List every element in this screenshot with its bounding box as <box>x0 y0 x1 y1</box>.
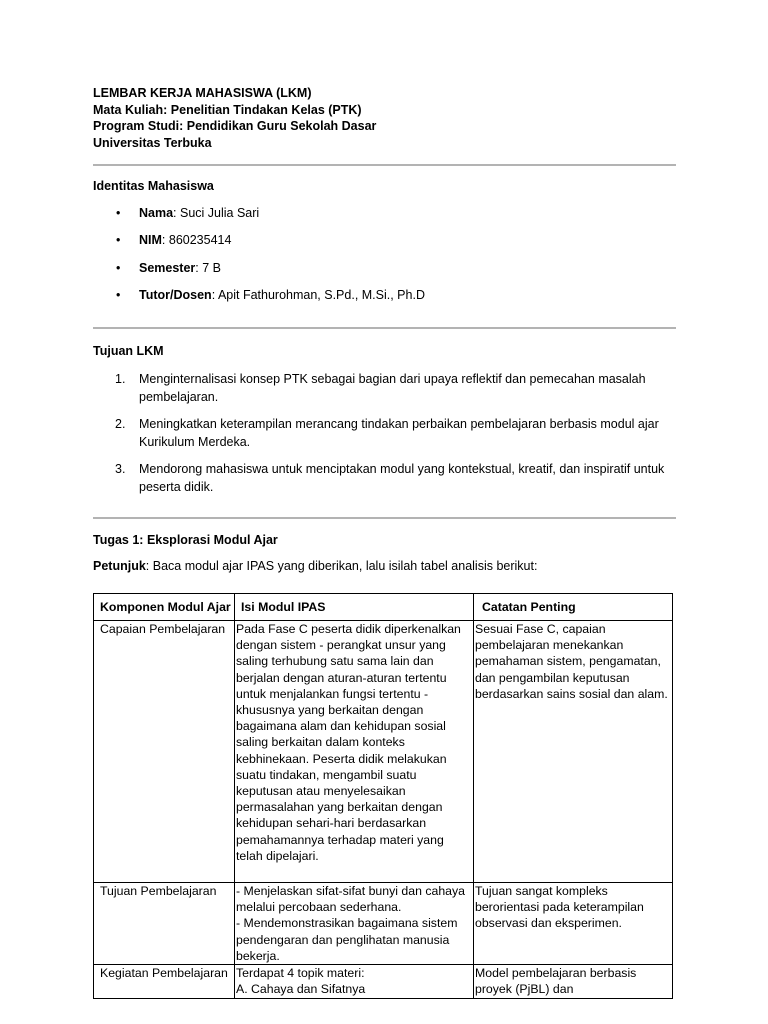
list-number: 3. <box>115 462 126 476</box>
petunjuk-label: Petunjuk <box>93 559 146 573</box>
bullet-icon: • <box>116 261 121 275</box>
divider <box>93 327 676 329</box>
table-cell-komponen: Capaian Pembelajaran <box>94 621 235 883</box>
table-cell-isi: Pada Fase C peserta didik diperkenalkan dengan sistem - perangkat unsur yang saling terhubung satu sama lain dan berjalan dengan aturan-aturan tertentu untuk menjalankan fungsi tertentu - khususnya yang berkaitan dengan bagaimana alam dan kehidupan sosial saling berkaitan dalam konteks kebhinekaan. Peserta didik melakukan suatu tindakan, mengambil suatu keputusan atau menyelesaikan permasalahan yang berkaitan dengan kehidupan sehari-hari berdasarkan pemahamannya terhadap materi yang telah dipelajari. <box>235 621 474 883</box>
identitas-label: Semester <box>139 261 196 275</box>
bullet-icon: • <box>116 233 121 247</box>
identitas-value: : 7 B <box>195 261 222 275</box>
table-cell-catatan: Sesuai Fase C, capaian pembelajaran menekankan pemahaman sistem, pengamatan, dan pengambilan keputusan berdasarkan sains sosial dan alam. <box>474 621 673 883</box>
header-program: Program Studi: Pendidikan Guru Sekolah Dasar <box>93 119 377 133</box>
identitas-value: : Suci Julia Sari <box>173 206 260 220</box>
identitas-heading: Identitas Mahasiswa <box>93 179 214 193</box>
table-cell-komponen: Tujuan Pembelajaran <box>94 883 235 965</box>
table-header-row <box>94 594 673 621</box>
document-header <box>93 85 376 151</box>
bullet-icon: • <box>116 206 121 220</box>
header-university: Universitas Terbuka <box>93 135 212 150</box>
divider <box>93 164 676 166</box>
table-cell-komponen: Kegiatan Pembelajaran <box>94 965 235 999</box>
table-row <box>94 965 673 999</box>
table-header-isi: Isi Modul IPAS <box>235 594 474 621</box>
identitas-value: : Apit Fathurohman, S.Pd., M.Si., Ph.D <box>211 288 425 302</box>
header-course: Mata Kuliah: Penelitian Tindakan Kelas (PTK) <box>93 102 362 117</box>
table-row <box>94 883 673 965</box>
identitas-label: NIM <box>139 233 162 247</box>
analysis-table <box>93 593 673 999</box>
identitas-label: Tutor/Dosen <box>139 288 212 302</box>
identitas-label: Nama <box>139 206 174 220</box>
list-number: 1. <box>115 372 126 386</box>
table-header-komponen: Komponen Modul Ajar <box>94 594 235 621</box>
table-row <box>94 621 673 883</box>
petunjuk-text: : Baca modul ajar IPAS yang diberikan, lalu isilah tabel analisis berikut: <box>145 559 538 573</box>
divider <box>93 517 676 519</box>
bullet-icon: • <box>116 288 121 302</box>
table-cell-isi: - Menjelaskan sifat-sifat bunyi dan cahaya melalui percobaan sederhana. - Mendemonstrasikan bagaimana sistem pendengaran dan penglihatan manusia bekerja. <box>235 883 474 965</box>
list-text: Meningkatkan keterampilan merancang tindakan perbaikan pembelajaran berbasis modul ajar Kurikulum Merdeka. <box>139 417 659 449</box>
table-cell-catatan: Model pembelajaran berbasis proyek (PjBL) dan <box>474 965 673 999</box>
list-text: Menginternalisasi konsep PTK sebagai bagian dari upaya reflektif dan pemecahan masalah pembelajaran. <box>139 372 646 404</box>
tugas1-heading: Tugas 1: Eksplorasi Modul Ajar <box>93 533 278 547</box>
petunjuk <box>93 559 537 573</box>
table-cell-catatan: Tujuan sangat kompleks berorientasi pada keterampilan observasi dan eksperimen. <box>474 883 673 965</box>
table-cell-isi: Terdapat 4 topik materi: A. Cahaya dan Sifatnya <box>235 965 474 999</box>
identitas-value: : 860235414 <box>161 233 232 247</box>
list-number: 2. <box>115 417 126 431</box>
table-header-catatan: Catatan Penting <box>474 594 673 621</box>
header-title: LEMBAR KERJA MAHASISWA (LKM) <box>93 86 312 100</box>
tujuan-heading: Tujuan LKM <box>93 344 164 358</box>
list-text: Mendorong mahasiswa untuk menciptakan modul yang kontekstual, kreatif, dan inspiratif untuk peserta didik. <box>139 462 665 494</box>
